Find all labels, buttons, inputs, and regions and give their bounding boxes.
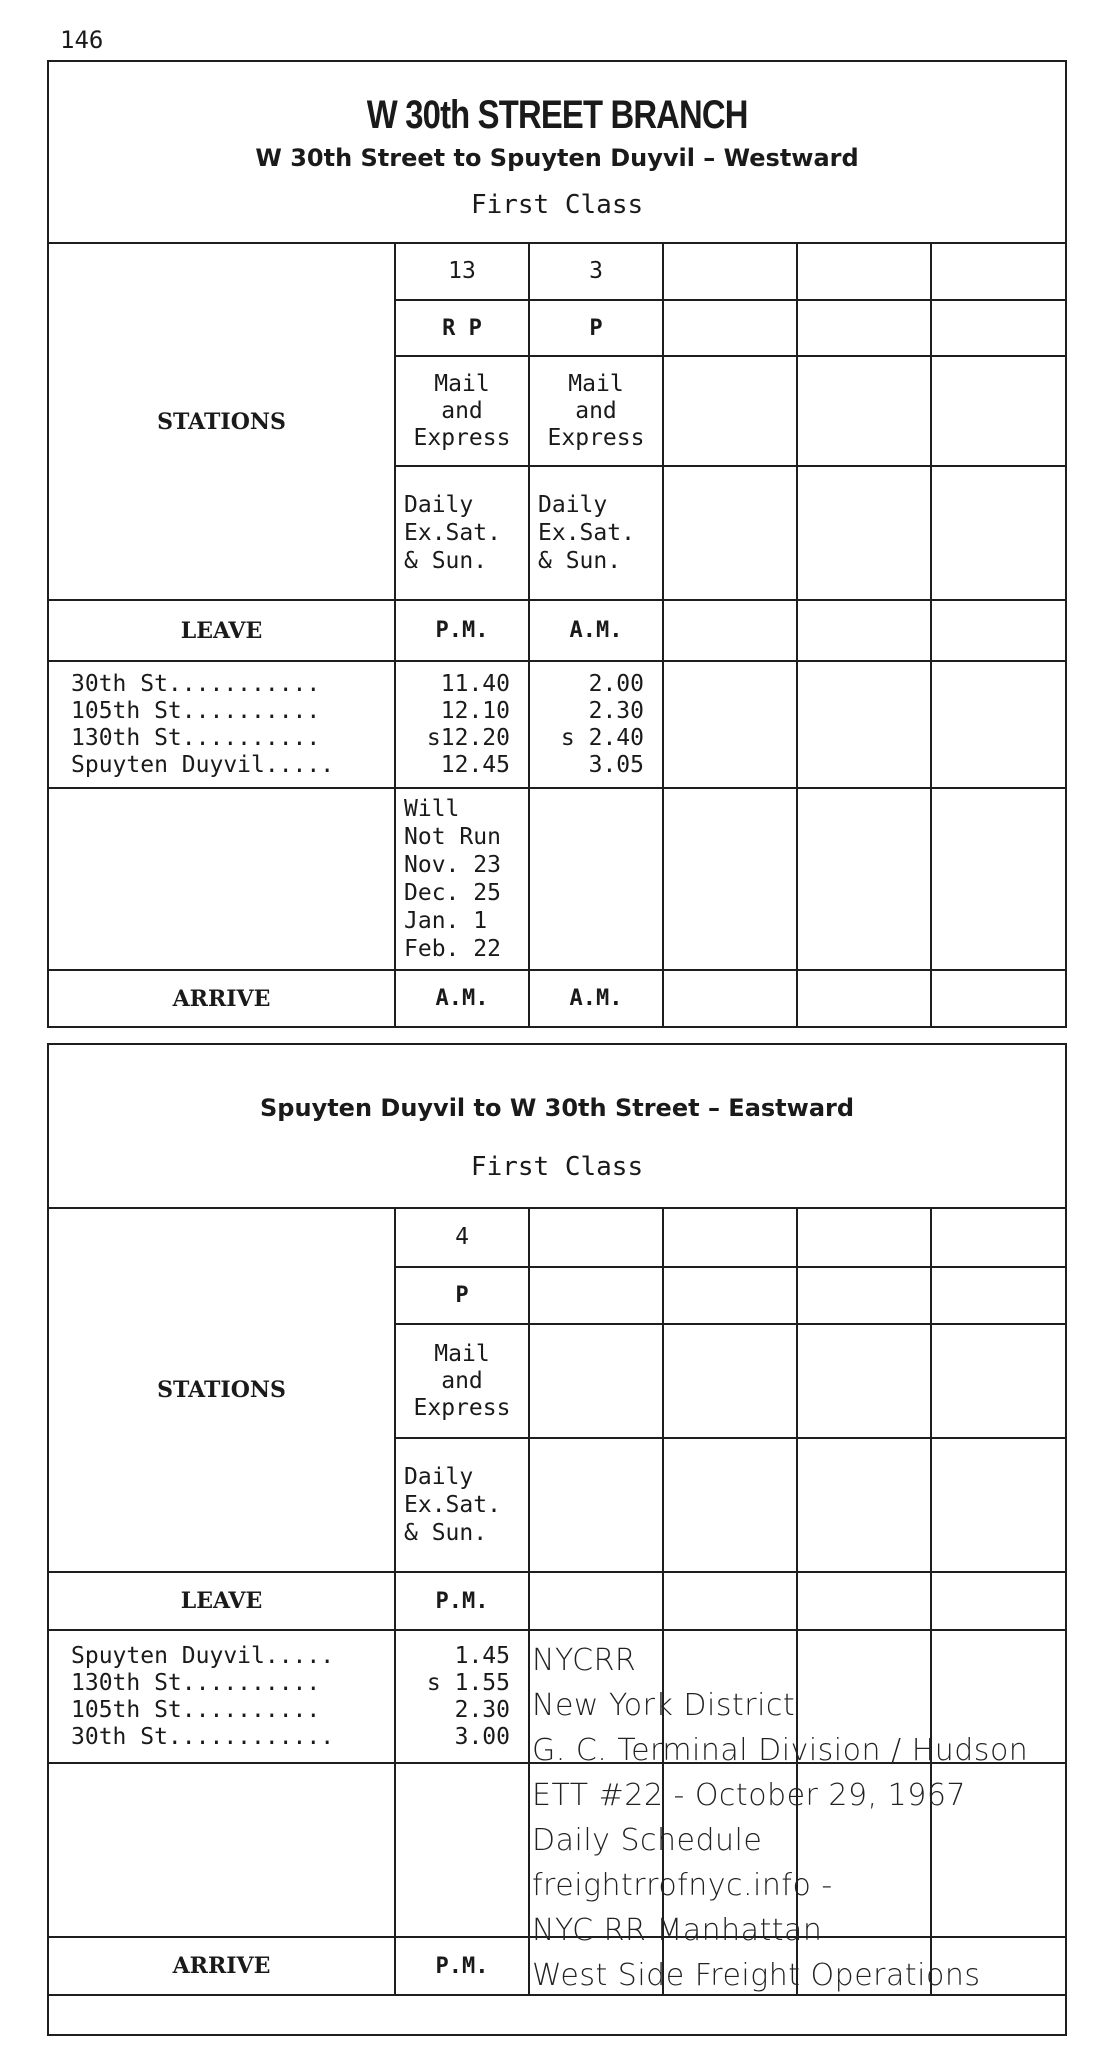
leave-period: [395, 1572, 529, 1630]
train-type: [529, 300, 663, 356]
watermark-line: Daily Schedule: [532, 1823, 763, 1858]
westward-subtitle: W 30th Street to Spuyten Duyvil – Westward: [255, 143, 859, 172]
stations-label: STATIONS: [157, 408, 286, 435]
note-line: Not Run: [404, 824, 501, 850]
time-value: 11.40: [440, 670, 510, 697]
watermark-line: freightrrofnyc.info -: [532, 1868, 833, 1903]
empty-cell: [797, 600, 931, 661]
empty-cell: [931, 970, 1066, 1027]
train-3-service: [529, 356, 663, 466]
station-name: 30th St............: [71, 1723, 335, 1750]
leave-label-cell: [48, 600, 395, 661]
train-number: [395, 1208, 529, 1267]
days-line: Daily: [404, 1464, 474, 1490]
note-line: Dec. 25: [404, 880, 501, 906]
days-line: & Sun.: [538, 548, 622, 574]
note-line: Jan. 1: [404, 908, 488, 934]
train-13-days: [395, 466, 529, 600]
train-3-number: 3: [589, 258, 603, 284]
train-4-days: [395, 1438, 529, 1572]
page-number: 146: [60, 26, 104, 54]
eastward-subtitle: Spuyten Duyvil to W 30th Street – Eastward: [260, 1094, 855, 1122]
stations-label: STATIONS: [157, 1377, 286, 1403]
days-line: & Sun.: [404, 1520, 488, 1546]
empty-cell: [931, 243, 1066, 300]
leave-period: [395, 600, 529, 661]
time-value: 2.00: [588, 670, 644, 697]
westward-stations-header: [48, 243, 395, 600]
watermark-caption: [532, 1638, 1112, 1998]
time-value: s 2.40: [560, 724, 644, 751]
westward-station-list: [48, 661, 395, 788]
empty-cell: [931, 356, 1066, 466]
westward-header: [48, 61, 1066, 243]
empty-cell: [931, 300, 1066, 356]
arrive-label: ARRIVE: [172, 985, 271, 1012]
service-line: Express: [413, 424, 511, 451]
empty-cell: [663, 300, 797, 356]
service-line: Express: [413, 1394, 511, 1421]
empty-cell: [797, 1267, 931, 1324]
empty-cell: [797, 466, 931, 600]
time-value: 12.10: [440, 697, 510, 724]
empty-cell: [797, 788, 931, 970]
empty-cell: [931, 1208, 1066, 1267]
empty-cell: [931, 466, 1066, 600]
empty-cell: [663, 970, 797, 1027]
time-value: 2.30: [588, 697, 644, 724]
train-4-leave-period: P.M.: [435, 1588, 489, 1614]
empty-cell: [663, 600, 797, 661]
empty-cell: [797, 243, 931, 300]
empty-cell: [663, 1438, 797, 1572]
empty-cell: [48, 1763, 395, 1937]
time-value: s12.20: [426, 724, 510, 751]
station-name: 105th St..........: [71, 697, 321, 724]
watermark-line: NYCRR: [532, 1643, 637, 1678]
leave-label-cell: [48, 1572, 395, 1630]
empty-cell: [797, 1208, 931, 1267]
note-line: Will: [404, 796, 460, 822]
arrive-period: [529, 970, 663, 1027]
arrive-label: ARRIVE: [172, 1953, 271, 1979]
empty-cell: [931, 1324, 1066, 1438]
westward-timetable: [47, 60, 1067, 1028]
empty-cell: [529, 1208, 663, 1267]
watermark-line: G. C. Terminal Division / Hudson: [532, 1733, 1029, 1768]
service-line: Express: [547, 424, 645, 451]
train-4-arrive-period: P.M.: [435, 1953, 489, 1979]
train-13-type: R P: [442, 315, 482, 341]
empty-cell: [663, 1324, 797, 1438]
train-4-service: [395, 1324, 529, 1438]
train-13-arrive-period: A.M.: [435, 986, 489, 1011]
train-number: [529, 243, 663, 300]
empty-cell: [931, 661, 1066, 788]
eastward-header: [48, 1044, 1066, 1208]
empty-cell: [529, 1572, 663, 1630]
watermark-line: NYC RR Manhattan: [532, 1913, 823, 1948]
empty-cell: [663, 1572, 797, 1630]
empty-cell: [797, 661, 931, 788]
arrive-period: [395, 970, 529, 1027]
train-3-leave-period: A.M.: [569, 618, 623, 643]
empty-cell: [395, 1763, 529, 1937]
empty-cell: [797, 300, 931, 356]
westward-class-label: First Class: [470, 189, 644, 220]
eastward-station-list: [48, 1630, 395, 1763]
empty-cell: [931, 1572, 1066, 1630]
watermark-line: ETT #22 - October 29, 1967: [532, 1778, 967, 1813]
train-13-times: [395, 661, 529, 788]
time-value: 3.00: [454, 1723, 510, 1750]
empty-cell: [931, 1267, 1066, 1324]
empty-cell: [931, 1438, 1066, 1572]
empty-cell: [797, 970, 931, 1027]
train-13-notes: [395, 788, 529, 970]
train-3-type: P: [589, 315, 603, 341]
service-line: Mail: [434, 1340, 490, 1367]
train-number: [395, 243, 529, 300]
station-name: Spuyten Duyvil.....: [71, 751, 335, 778]
station-name: Spuyten Duyvil.....: [71, 1642, 335, 1669]
time-value: 12.45: [440, 751, 510, 778]
service-line: and: [441, 1367, 483, 1394]
days-line: & Sun.: [404, 548, 488, 574]
time-value: 2.30: [454, 1696, 510, 1723]
leave-label: LEAVE: [180, 617, 263, 644]
train-13-number: 13: [448, 258, 476, 284]
train-3-times: [529, 661, 663, 788]
empty-cell: [529, 1438, 663, 1572]
station-name: 105th St..........: [71, 1696, 321, 1723]
empty-cell: [663, 356, 797, 466]
days-line: Ex.Sat.: [538, 520, 635, 546]
service-line: Mail: [434, 370, 490, 397]
train-4-times: [395, 1630, 529, 1763]
empty-cell: [663, 788, 797, 970]
train-13-service: [395, 356, 529, 466]
days-line: Ex.Sat.: [404, 1492, 501, 1518]
station-name: 130th St..........: [71, 1669, 321, 1696]
empty-cell: [663, 1267, 797, 1324]
service-line: and: [441, 397, 483, 424]
note-line: Feb. 22: [404, 936, 501, 962]
train-4-number: 4: [455, 1224, 469, 1250]
days-line: Ex.Sat.: [404, 520, 501, 546]
eastward-stations-header: [48, 1208, 395, 1572]
empty-cell: [797, 1438, 931, 1572]
days-line: Daily: [404, 492, 474, 518]
branch-title: W 30th STREET BRANCH: [366, 92, 748, 137]
empty-cell: [529, 788, 663, 970]
arrive-label-cell: [48, 970, 395, 1027]
service-line: and: [575, 397, 617, 424]
footer-strip: [48, 1995, 1066, 2035]
empty-cell: [931, 600, 1066, 661]
train-13-leave-period: P.M.: [435, 618, 489, 643]
days-line: Daily: [538, 492, 608, 518]
eastward-class-label: First Class: [470, 1152, 644, 1182]
time-value: 3.05: [588, 751, 644, 778]
leave-label: LEAVE: [180, 1588, 263, 1614]
empty-cell: [663, 1208, 797, 1267]
empty-cell: [663, 466, 797, 600]
watermark-line: New York District: [532, 1688, 796, 1723]
empty-cell: [529, 1324, 663, 1438]
station-name: 130th St..........: [71, 724, 321, 751]
empty-cell: [529, 1267, 663, 1324]
time-value: s 1.55: [426, 1669, 510, 1696]
service-line: Mail: [568, 370, 624, 397]
station-name: 30th St...........: [71, 670, 321, 697]
arrive-label-cell: [48, 1937, 395, 1995]
arrive-period: [395, 1937, 529, 1995]
train-type: [395, 1267, 529, 1324]
train-4-type: P: [455, 1283, 469, 1308]
watermark-line: West Side Freight Operations: [532, 1958, 981, 1993]
train-type: [395, 300, 529, 356]
time-value: 1.45: [454, 1642, 510, 1669]
empty-cell: [797, 1572, 931, 1630]
empty-cell: [663, 661, 797, 788]
note-line: Nov. 23: [404, 852, 501, 878]
train-3-days: [529, 466, 663, 600]
empty-cell: [797, 1324, 931, 1438]
empty-cell: [663, 243, 797, 300]
leave-period: [529, 600, 663, 661]
empty-cell: [48, 788, 395, 970]
empty-cell: [931, 788, 1066, 970]
train-3-arrive-period: A.M.: [569, 986, 623, 1011]
empty-cell: [797, 356, 931, 466]
